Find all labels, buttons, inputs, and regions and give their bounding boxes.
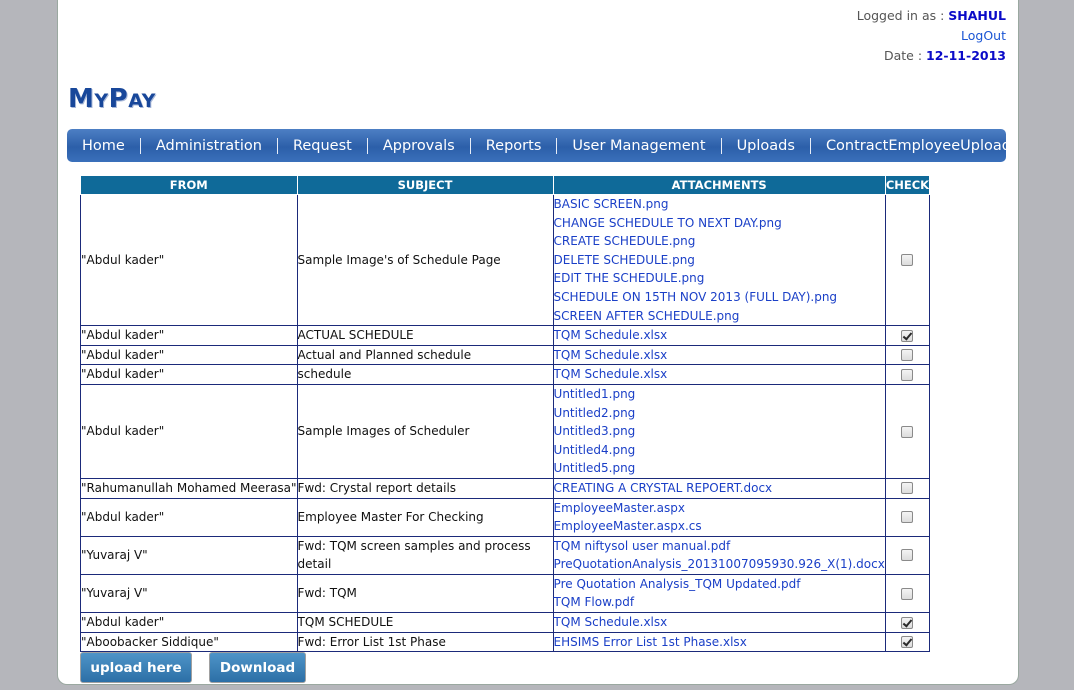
attachment-link[interactable]: EDIT THE SCHEDULE.png <box>553 271 705 286</box>
check-cell <box>885 613 929 633</box>
subject-cell: Sample Images of Scheduler <box>297 384 553 478</box>
col-from: FROM <box>81 176 298 195</box>
main-nav <box>67 129 1011 162</box>
row-checkbox[interactable] <box>901 254 913 266</box>
col-check: CHECK <box>885 176 929 195</box>
subject-cell: Actual and Planned schedule <box>297 345 553 365</box>
nav-request[interactable]: Request <box>278 138 368 154</box>
user-name: SHAHUL <box>948 8 1006 23</box>
attachment-link[interactable]: EmployeeMaster.aspx.cs <box>553 519 702 534</box>
table-row <box>81 384 930 478</box>
subject-cell: ACTUAL SCHEDULE <box>297 326 553 346</box>
row-checkbox[interactable] <box>901 426 913 438</box>
attachment-link[interactable]: CREATING A CRYSTAL REPOERT.docx <box>553 480 773 495</box>
nav-approvals[interactable]: Approvals <box>368 138 471 154</box>
mypay-logo: MYPAY <box>68 84 156 114</box>
attachment-link[interactable]: DELETE SCHEDULE.png <box>553 252 695 267</box>
attachment-link[interactable]: Untitled1.png <box>553 386 636 401</box>
subject-cell: Fwd: TQM screen samples and process detail <box>297 536 553 574</box>
subject-cell: schedule <box>297 365 553 385</box>
attachment-link[interactable]: CREATE SCHEDULE.png <box>553 234 696 249</box>
row-checkbox[interactable] <box>901 349 913 361</box>
check-cell <box>885 365 929 385</box>
table-row <box>81 365 930 385</box>
row-checkbox[interactable] <box>901 369 913 381</box>
attachment-link[interactable]: TQM Schedule.xlsx <box>553 367 668 382</box>
attachments-cell <box>553 384 885 478</box>
subject-cell: Fwd: Error List 1st Phase <box>297 632 553 652</box>
check-cell <box>885 326 929 346</box>
row-checkbox[interactable] <box>901 617 913 629</box>
table-row <box>81 478 930 498</box>
attachment-link[interactable]: SCHEDULE ON 15TH NOV 2013 (FULL DAY).png <box>553 289 838 304</box>
subject-cell: Fwd: TQM <box>297 574 553 612</box>
table-row <box>81 345 930 365</box>
nav-home[interactable]: Home <box>67 138 141 154</box>
attachment-link[interactable]: Untitled5.png <box>553 461 636 476</box>
col-attachments: ATTACHMENTS <box>553 176 885 195</box>
subject-cell: TQM SCHEDULE <box>297 613 553 633</box>
check-cell <box>885 345 929 365</box>
attachment-link[interactable]: Untitled2.png <box>553 405 636 420</box>
row-checkbox[interactable] <box>901 636 913 648</box>
col-subject: SUBJECT <box>297 176 553 195</box>
check-cell <box>885 478 929 498</box>
table-row <box>81 498 930 536</box>
attachment-link[interactable]: TQM Schedule.xlsx <box>553 615 668 630</box>
attachments-cell <box>553 345 885 365</box>
check-cell <box>885 384 929 478</box>
page <box>57 0 1019 685</box>
table-row <box>81 632 930 652</box>
attachment-link[interactable]: TQM Schedule.xlsx <box>553 347 668 362</box>
table-row <box>81 195 930 326</box>
check-cell <box>885 574 929 612</box>
attachments-cell <box>553 365 885 385</box>
from-cell: "Yuvaraj V" <box>81 574 298 612</box>
subject-cell: Employee Master For Checking <box>297 498 553 536</box>
row-checkbox[interactable] <box>901 588 913 600</box>
attachments-cell <box>553 632 885 652</box>
from-cell: "Abdul kader" <box>81 365 298 385</box>
row-checkbox[interactable] <box>901 549 913 561</box>
attachments-cell <box>553 195 885 326</box>
attachments-cell <box>553 613 885 633</box>
table-row <box>81 574 930 612</box>
attachment-link[interactable]: TQM Schedule.xlsx <box>553 328 668 343</box>
check-cell <box>885 195 929 326</box>
attachment-link[interactable]: PreQuotationAnalysis_20131007095930.926_X(1).docx <box>553 557 885 572</box>
from-cell: "Aboobacker Siddique" <box>81 632 298 652</box>
attachments-cell <box>553 574 885 612</box>
logout-link[interactable]: LogOut <box>961 28 1006 43</box>
table-header-row <box>81 176 930 195</box>
attachments-cell <box>553 498 885 536</box>
login-info <box>857 6 1006 66</box>
row-checkbox[interactable] <box>901 482 913 494</box>
attachment-link[interactable]: EmployeeMaster.aspx <box>553 500 685 515</box>
table-row <box>81 326 930 346</box>
from-cell: "Abdul kader" <box>81 345 298 365</box>
attachment-link[interactable]: Untitled4.png <box>553 442 636 457</box>
subject-cell: Fwd: Crystal report details <box>297 478 553 498</box>
attachment-link[interactable]: CHANGE SCHEDULE TO NEXT DAY.png <box>553 215 782 230</box>
attachments-cell <box>553 478 885 498</box>
nav-user-management[interactable]: User Management <box>557 138 721 154</box>
subject-cell: Sample Image's of Schedule Page <box>297 195 553 326</box>
row-checkbox[interactable] <box>901 330 913 342</box>
attachment-link[interactable]: EHSIMS Error List 1st Phase.xlsx <box>553 634 747 649</box>
download-button[interactable]: Download <box>209 652 306 683</box>
attachment-link[interactable]: BASIC SCREEN.png <box>553 197 669 211</box>
from-cell: "Abdul kader" <box>81 384 298 478</box>
check-cell <box>885 632 929 652</box>
nav-reports[interactable]: Reports <box>471 138 558 154</box>
from-cell: "Abdul kader" <box>81 613 298 633</box>
attachment-link[interactable]: TQM niftysol user manual.pdf <box>553 538 731 553</box>
attachment-link[interactable]: Pre Quotation Analysis_TQM Updated.pdf <box>553 576 801 591</box>
nav-contractemployeeupload[interactable]: ContractEmployeeUpload <box>825 137 1011 154</box>
mail-table <box>80 175 930 652</box>
from-cell: "Abdul kader" <box>81 195 298 326</box>
row-checkbox[interactable] <box>901 511 913 523</box>
attachments-cell <box>553 536 885 574</box>
nav-administration[interactable]: Administration <box>141 138 278 154</box>
attachment-link[interactable]: SCREEN AFTER SCHEDULE.png <box>553 308 740 323</box>
check-cell <box>885 498 929 536</box>
logged-in-label: Logged in as : <box>856 8 949 23</box>
from-cell: "Rahumanullah Mohamed Meerasa" <box>81 478 298 498</box>
table-row <box>81 613 930 633</box>
upload-button[interactable]: upload here <box>80 652 192 683</box>
attachments-cell <box>553 326 885 346</box>
date-value: 12-11-2013 <box>926 48 1006 63</box>
table-row <box>81 536 930 574</box>
attachment-link[interactable]: Untitled3.png <box>553 424 636 439</box>
nav-uploads[interactable]: Uploads <box>722 138 811 154</box>
check-cell <box>885 536 929 574</box>
from-cell: "Yuvaraj V" <box>81 536 298 574</box>
attachment-link[interactable]: TQM Flow.pdf <box>553 595 635 610</box>
from-cell: "Abdul kader" <box>81 326 298 346</box>
from-cell: "Abdul kader" <box>81 498 298 536</box>
date-label: Date : <box>883 48 927 63</box>
